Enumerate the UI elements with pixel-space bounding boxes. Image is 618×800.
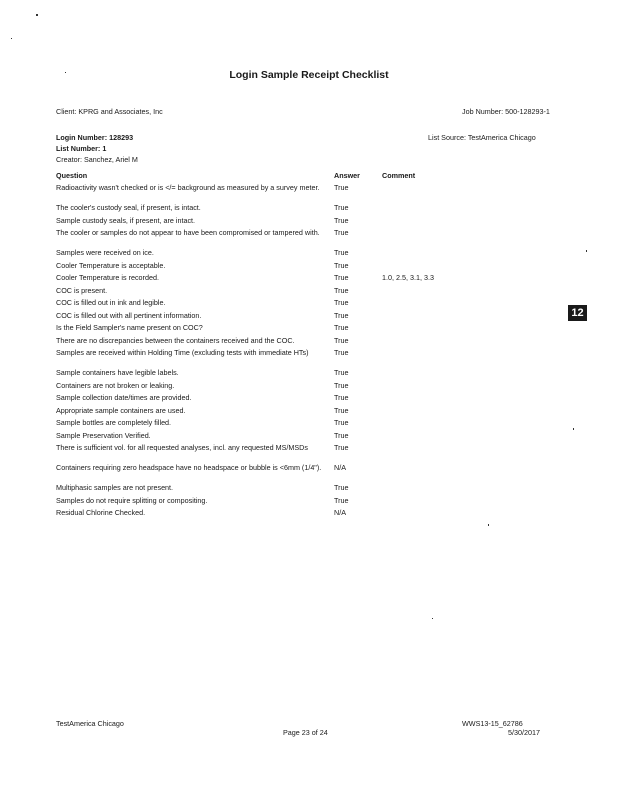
row-answer: True	[334, 298, 349, 307]
row-question: Containers requiring zero headspace have no headspace or bubble is <6mm (1/4").	[56, 463, 322, 472]
checklist-row	[56, 394, 556, 407]
column-header-answer: Answer	[334, 171, 360, 180]
row-answer: True	[334, 495, 349, 505]
row-answer: True	[334, 335, 349, 345]
checklist-header	[56, 171, 496, 181]
row-question: Radioactivity wasn't checked or is </= background as measured by a survey meter.	[56, 183, 320, 192]
checklist-row	[56, 349, 556, 369]
page-title: Login Sample Receipt Checklist	[229, 69, 389, 81]
row-question: Samples are received within Holding Time (excluding tests with immediate HTs)	[56, 348, 309, 357]
checklist-row	[56, 464, 556, 484]
scan-speck	[11, 38, 12, 39]
footer-date: 5/30/2017	[508, 728, 540, 737]
scan-speck	[432, 618, 433, 619]
row-comment: 1.0, 2.5, 3.1, 3.3	[382, 273, 434, 282]
row-question: Multiphasic samples are not present.	[56, 483, 174, 492]
row-answer: True	[334, 348, 349, 357]
scan-speck	[573, 428, 574, 430]
creator: Creator: Sanchez, Ariel M	[56, 155, 138, 164]
login-number: Login Number: 128293	[56, 133, 134, 142]
page-tab-badge: 12	[568, 305, 587, 321]
checklist-row	[56, 229, 556, 249]
row-answer: True	[334, 393, 349, 402]
row-question: Sample Preservation Verified.	[56, 430, 151, 440]
row-question: Containers are not broken or leaking.	[56, 380, 175, 390]
checklist-row	[56, 274, 556, 287]
row-answer: True	[334, 405, 349, 415]
checklist-row	[56, 324, 556, 337]
row-answer: True	[334, 368, 349, 377]
scan-speck	[586, 250, 587, 252]
row-question: Residual Chlorine Checked.	[56, 508, 146, 517]
row-question: Appropriate sample containers are used.	[56, 405, 186, 415]
row-question: There are no discrepancies between the containers received and the COC.	[56, 335, 295, 345]
checklist-row	[56, 249, 556, 262]
row-question: Sample bottles are completely filled.	[56, 418, 172, 427]
row-question: Cooler Temperature is acceptable.	[56, 260, 166, 270]
footer-doc-id: WWS13-15_62786	[462, 719, 523, 728]
row-question: Is the Field Sampler's name present on COC?	[56, 323, 203, 332]
checklist-row	[56, 444, 556, 464]
footer-page-number: Page 23 of 24	[283, 728, 328, 737]
row-answer: True	[334, 248, 349, 257]
column-header-comment: Comment	[382, 171, 416, 180]
row-answer: True	[334, 228, 349, 237]
row-question: Samples do not require splitting or compositing.	[56, 495, 208, 505]
checklist-row	[56, 204, 556, 217]
checklist-row	[56, 369, 556, 382]
footer-lab: TestAmerica Chicago	[56, 719, 124, 728]
client-name: Client: KPRG and Associates, Inc	[56, 107, 163, 116]
row-question: Sample custody seals, if present, are intact.	[56, 215, 196, 225]
row-answer: True	[334, 323, 349, 332]
scan-speck	[65, 72, 66, 73]
row-question: Samples were received on ice.	[56, 248, 154, 257]
row-answer: True	[334, 183, 349, 192]
row-answer: True	[334, 273, 349, 282]
row-question: There is sufficient vol. for all requested analyses, incl. any requested MS/MSDs	[56, 443, 308, 452]
row-question: COC is present.	[56, 285, 108, 295]
row-question: Sample containers have legible labels.	[56, 368, 179, 377]
checklist-row	[56, 184, 556, 204]
list-source: List Source: TestAmerica Chicago	[428, 133, 536, 142]
row-answer: True	[334, 443, 349, 452]
checklist-row	[56, 484, 556, 497]
row-question: COC is filled out in ink and legible.	[56, 298, 166, 307]
row-answer: True	[334, 418, 349, 427]
job-number: Job Number: 500-128293-1	[462, 107, 550, 116]
scan-speck	[488, 524, 489, 526]
row-question: COC is filled out with all pertinent information.	[56, 310, 202, 320]
row-question: The cooler or samples do not appear to have been compromised or tampered with.	[56, 228, 320, 237]
scan-speck	[36, 14, 38, 16]
row-question: Sample collection date/times are provided.	[56, 393, 192, 402]
row-answer: True	[334, 430, 349, 440]
row-answer: True	[334, 260, 349, 270]
row-question: The cooler's custody seal, if present, is intact.	[56, 203, 201, 212]
row-question: Cooler Temperature is recorded.	[56, 273, 159, 282]
checklist-row	[56, 509, 556, 522]
row-answer: True	[334, 310, 349, 320]
column-header-question: Question	[56, 171, 88, 180]
row-answer: True	[334, 285, 349, 295]
checklist-table	[56, 184, 556, 522]
row-answer: N/A	[334, 508, 346, 517]
row-answer: True	[334, 483, 349, 492]
row-answer: True	[334, 203, 349, 212]
list-number: List Number: 1	[56, 144, 107, 153]
row-answer: N/A	[334, 463, 346, 472]
checklist-row	[56, 299, 556, 312]
row-answer: True	[334, 380, 349, 390]
checklist-row	[56, 419, 556, 432]
row-answer: True	[334, 215, 349, 225]
